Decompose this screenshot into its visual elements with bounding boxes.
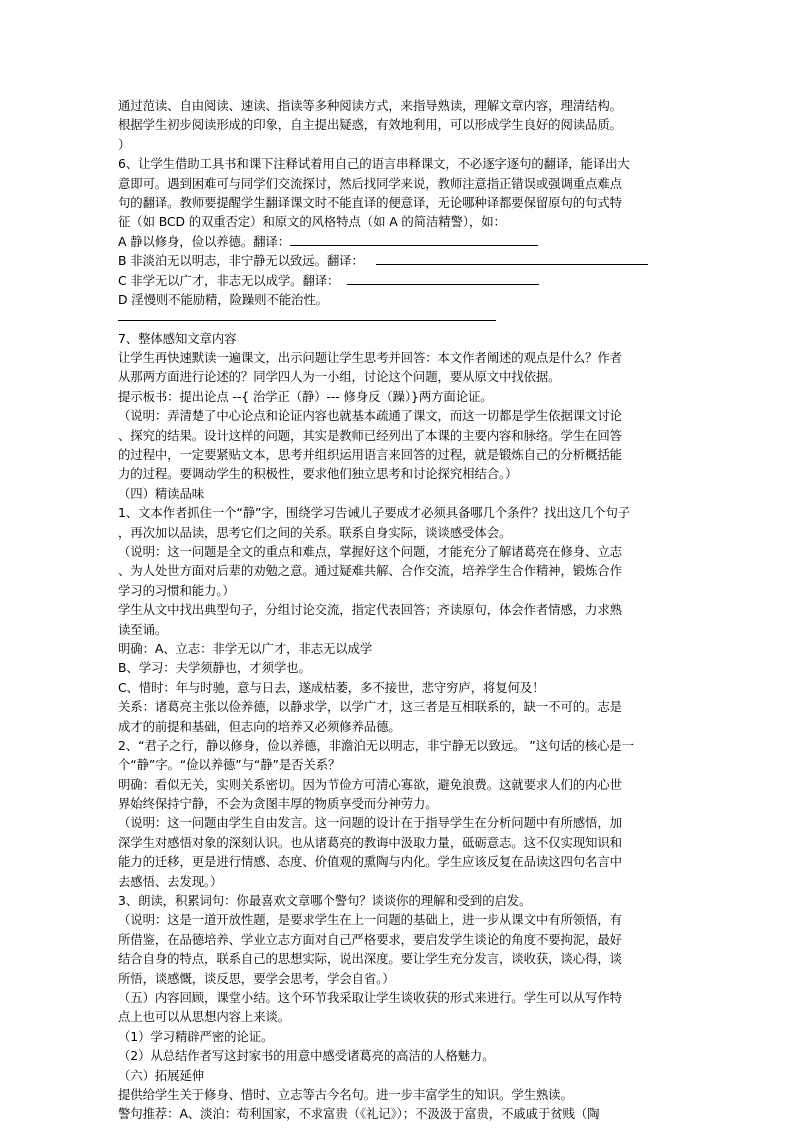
document-page — [118, 96, 663, 1143]
text-line: （1）学习精辟严密的论证。 — [118, 1028, 274, 1044]
text-line: 能力的迁移，更是进行情感、态度、价值观的熏陶与内化。学生应该反复在品读这四句名言中 — [118, 854, 622, 870]
text-line: 2、“君子之行，静以修身，俭以养德，非澹泊无以明志，非宁静无以致远。 ”这句话的核心是一 — [118, 737, 634, 753]
answer-rule-d — [118, 309, 663, 328]
text-line: 结合自身的特点，联系自己的思想实际，说出深度。要让学生充分发言，谈收获，谈心得，谈 — [118, 951, 622, 967]
text-line: （2）从总结作者写这封家书的用意中感受诸葛亮的高洁的人格魅力。 — [118, 1048, 495, 1064]
text-line: （说明：这一问题由学生自由发言。这一问题的设计在于指导学生在分析问题中有所感悟，加 — [118, 815, 622, 831]
sentence-b: B 非淡泊无以明志，非宁静无以致远。翻译： — [118, 253, 364, 269]
text-line: 征（如 BCD 的双重否定）和原文的风格特点（如 A 的简洁精警），如： — [118, 214, 506, 230]
text-line: 从那两方面进行论述的？同学四人为一小组，讨论这个问题，要从原文中找依据。 — [118, 369, 561, 385]
text-line: 读至诵。 — [118, 621, 168, 637]
text-line: C、惜时：年与时驰，意与日去，遂成枯萎，多不接世，悲守穷庐，将复何及！ — [118, 679, 545, 695]
text-line: ，再次加以品读，思考它们之间的关系。联系自身实际，谈谈感受体会。 — [118, 524, 512, 540]
text-line: 个“静”字。“俭以养德”与“静”是否关系？ — [118, 757, 341, 773]
text-line: 界始终保持宁静，不会为贪图丰厚的物质享受而分神劳力。 — [118, 796, 438, 812]
text-line: 6、让学生借助工具书和课下注释试着用自己的语言串释课文，不必逐字逐句的翻译，能译出大 — [118, 156, 630, 172]
translation-line-a — [118, 232, 663, 251]
text-line: （六）拓展延伸 — [118, 1067, 205, 1083]
text-line: 通过范读、自由阅读、速读、指读等多种阅读方式，来指导熟读，理解文章内容，理清结构。 — [118, 98, 622, 113]
section-heading: 提供给学生关于修身、惜时、立志等古今名句。进一步丰富学生的知识。学生熟读。 — [118, 1086, 573, 1102]
text-line: 根据学生初步阅读形成的印象，自主提出疑惑，有效地利用，可以形成学生良好的阅读品质。 — [118, 117, 622, 133]
answer-blank-c — [347, 271, 539, 285]
sentence-a: A 静以修身，俭以养德。翻译： — [118, 233, 290, 249]
text-line: 力的过程。要调动学生的积极性，要求他们独立思考和讨论探究相结合。） — [118, 466, 518, 482]
text-line: 的过程中，一定要紧贴文本，思考并组织运用语言来回答的过程，就是锻炼自己的分析概括能 — [118, 447, 622, 463]
text-line: 句的翻译。教师要提醒学生翻译课文时不能直译的便意译，无论哪种译都要保留原句的句式特 — [118, 194, 622, 210]
sentence-c: C 非学无以广才，非志无以成学。翻译： — [118, 272, 340, 288]
text-line: 警句推荐：A、淡泊：苟利国家，不求富贵（《礼记》）；不汲汲于富贵，不戚戚于贫贱（陶 — [118, 1106, 600, 1122]
text-line: 所悟，谈感慨，谈反思，要学会思考，学会自省。） — [118, 970, 395, 986]
text-line: 意即可。遇到困难可与同学们交流探讨，然后找同学来说，教师注意指正错误或强调重点难点 — [118, 175, 622, 191]
text-line: 学习的习惯和能力。） — [118, 582, 235, 598]
section-heading: （四）精读品味 — [118, 485, 205, 501]
text-line: （说明：这一问题是全文的重点和难点，掌握好这个问题，才能充分了解诸葛亮在修身、立志 — [118, 543, 622, 559]
text-line: 明确：看似无关，实则关系密切。因为节俭方可清心寡欲，避免浪费。这就要求人们的内心世 — [118, 776, 622, 792]
text-line: 、为人处世方面对后辈的劝勉之意。通过疑难共解、合作交流，培养学生合作精神，锻炼合作 — [118, 563, 622, 579]
translation-line-b — [118, 251, 663, 270]
text-line: B、学习：夫学须静也，才须学也。 — [118, 660, 311, 676]
text-line: （说明：弄清楚了中心论点和论证内容也就基本疏通了课文，而这一切都是学生依据课文讨论 — [118, 408, 622, 424]
text-line: 成才的前提和基础，但志向的培养又必须修养品德。 — [118, 718, 401, 734]
translation-line-c — [118, 271, 663, 290]
text-line: 所借鉴，在品德培养、学业立志方面对自己严格要求，要启发学生谈论的角度不要拘泥，最好 — [118, 931, 622, 947]
text-line: 、探究的结果。设计这样的问题，其实是教师已经列出了本课的主要内容和脉络。学生在回答 — [118, 427, 622, 443]
text-line: 3、朗读，积累词句：你最喜欢文章哪个警句？谈谈你的理解和受到的启发。 — [118, 893, 532, 909]
text-line: （五）内容回顾，课堂小结。这个环节我采取让学生谈收获的形式来进行。学生可以从写作特 — [118, 989, 622, 1005]
text-line: 提示板书：提出论点 --{ 治学正（静）--- 修身反（躁）}两方面论证。 — [118, 388, 493, 404]
text-line: 1、文本作者抓住一个“静”字，围绕学习告诫儿子要成才必须具备哪几个条件？找出这几个句子 — [118, 505, 631, 521]
text-line — [118, 1124, 663, 1143]
text-line: 明确：A、立志：非学无以广才，非志无以成学 — [118, 640, 373, 656]
text-line: 学生从文中找出典型句子，分组讨论交流，指定代表回答；齐读原句，体会作者情感，力求熟 — [118, 602, 622, 618]
text-line: 深学生对感悟对象的深刻认识。也从诸葛亮的教诲中汲取力量，砥砺意志。这不仅实现知识和 — [118, 834, 622, 850]
text-line: 去感悟、去发现。） — [118, 873, 223, 889]
text-line: ） — [118, 136, 131, 152]
text-line: （说明：这是一道开放性题，是要求学生在上一问题的基础上，进一步从课文中有所领悟，有 — [118, 912, 622, 928]
answer-blank-b — [376, 251, 648, 265]
answer-blank-a — [290, 232, 538, 246]
text-line: D 淫慢则不能励精，险躁则不能治性。 — [118, 291, 328, 307]
text-line: 7、整体感知文章内容 — [118, 330, 237, 346]
text-line: 点上也可以从思想内容上来谈。 — [118, 1009, 291, 1025]
text-line: 让学生再快速默读一遍课文，出示问题让学生思考并回答：本文作者阐述的观点是什么？作者 — [118, 350, 622, 366]
text-line: 关系：诸葛亮主张以俭养德，以静求学，以学广才，这三者是互相联系的，缺一不可的。志是 — [118, 699, 622, 715]
